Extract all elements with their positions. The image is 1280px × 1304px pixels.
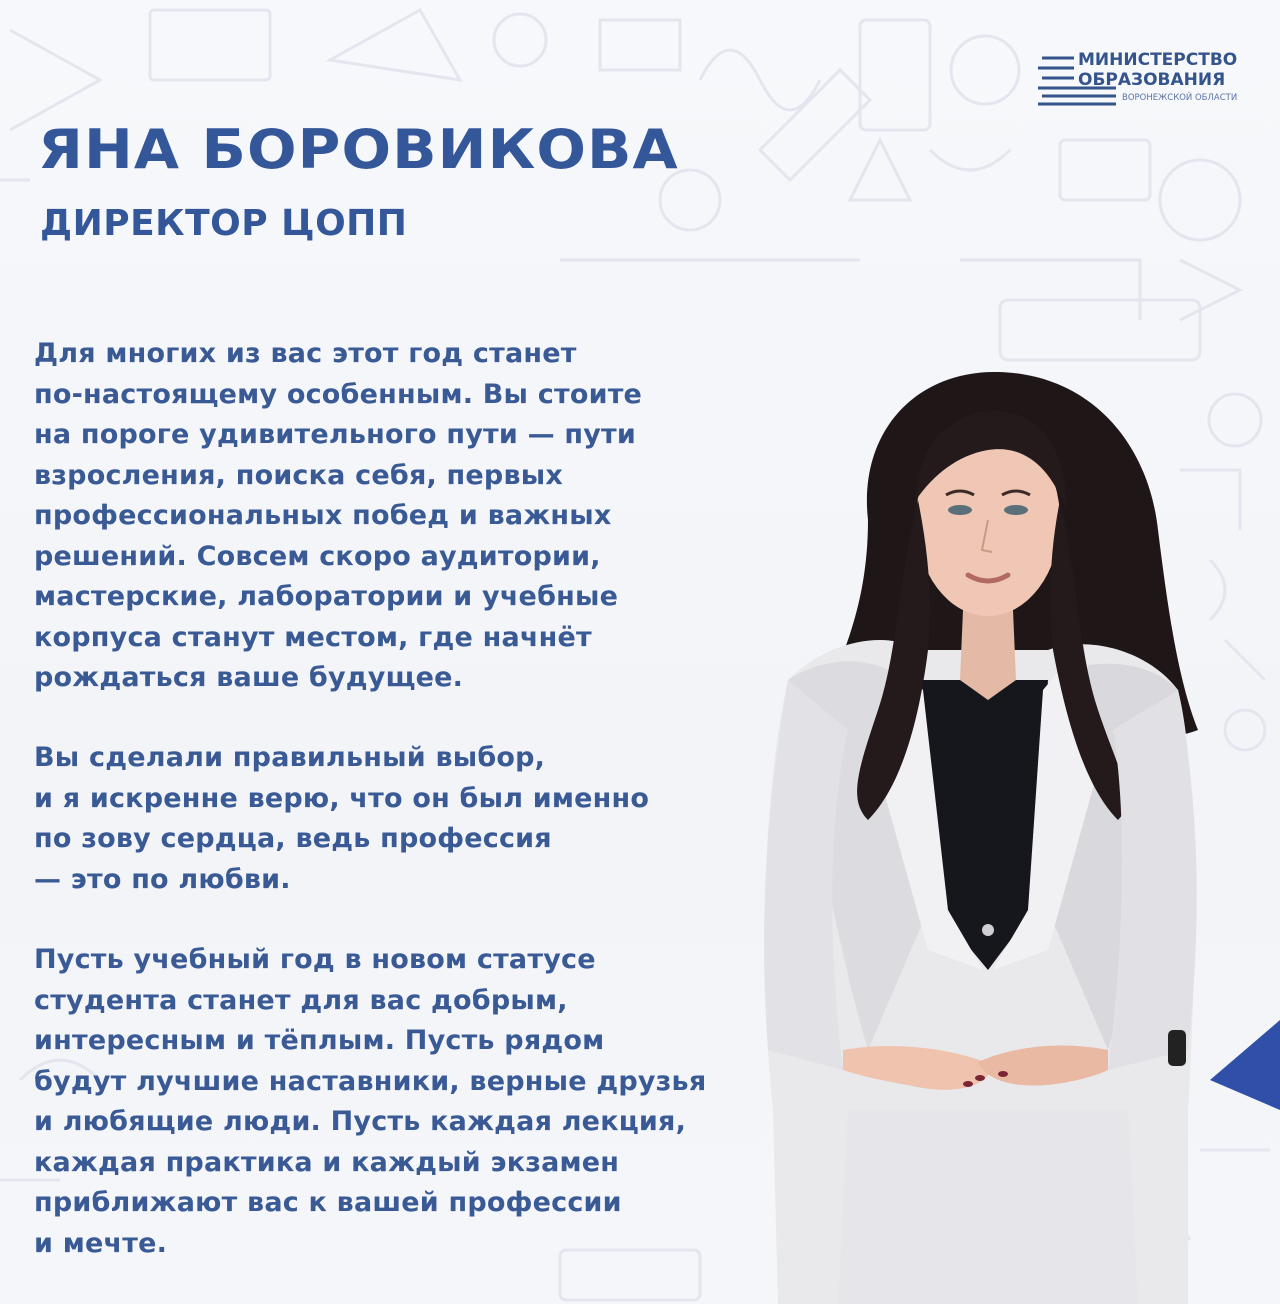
person-name: ЯНА БОРОВИКОВА <box>38 118 679 181</box>
message-line: мастерские, лаборатории и учебные <box>34 581 619 612</box>
message-line: решений. Совсем скоро аудитории, <box>34 540 601 572</box>
message-line: и я искренне верю, что он был именно <box>34 782 650 814</box>
message-line: и мечте. <box>34 1227 168 1259</box>
message-line: профессиональных побед и важных <box>34 500 612 531</box>
message-paragraph-1 <box>34 334 642 699</box>
logo-text-ministry: МИНИСТЕРСТВО <box>1078 50 1238 70</box>
message-line: по зову сердца, ведь профессия <box>34 823 552 854</box>
portrait-photo <box>748 350 1208 1304</box>
message-line: Вы сделали правильный выбор, <box>34 742 546 773</box>
message-paragraph-3 <box>34 940 706 1264</box>
message-line: интересным и тёплым. Пусть рядом <box>34 1025 605 1056</box>
logo-text-region: ВОРОНЕЖСКОЙ ОБЛАСТИ <box>1122 93 1238 103</box>
ministry-logo <box>1034 50 1238 110</box>
message-line: — это по любви. <box>34 863 291 895</box>
message-paragraph-2 <box>34 738 649 900</box>
message-line: взросления, поиска себя, первых <box>34 459 563 491</box>
message-line: рождаться ваше будущее. <box>34 662 464 693</box>
person-position: ДИРЕКТОР ЦОПП <box>40 203 408 244</box>
message-line: и любящие люди. Пусть каждая лекция, <box>34 1106 687 1137</box>
logo-text-education: ОБРАЗОВАНИЯ <box>1078 70 1226 90</box>
message-line: каждая практика и каждый экзамен <box>34 1146 620 1178</box>
message-line: приближают вас к вашей профессии <box>34 1187 622 1218</box>
message-line: будут лучшие наставники, верные друзья <box>34 1065 707 1097</box>
message-line: по-настоящему особенным. Вы стоите <box>34 378 643 410</box>
accent-stripe <box>1200 1020 1280 1110</box>
message-line: на пороге удивительного пути — пути <box>34 419 637 450</box>
message-line: корпуса станут местом, где начнёт <box>34 621 592 653</box>
message-line: Пусть учебный год в новом статусе <box>34 944 596 975</box>
message-line: Для многих из вас этот год станет <box>34 338 577 369</box>
message-line: студента станет для вас добрым, <box>34 984 568 1016</box>
